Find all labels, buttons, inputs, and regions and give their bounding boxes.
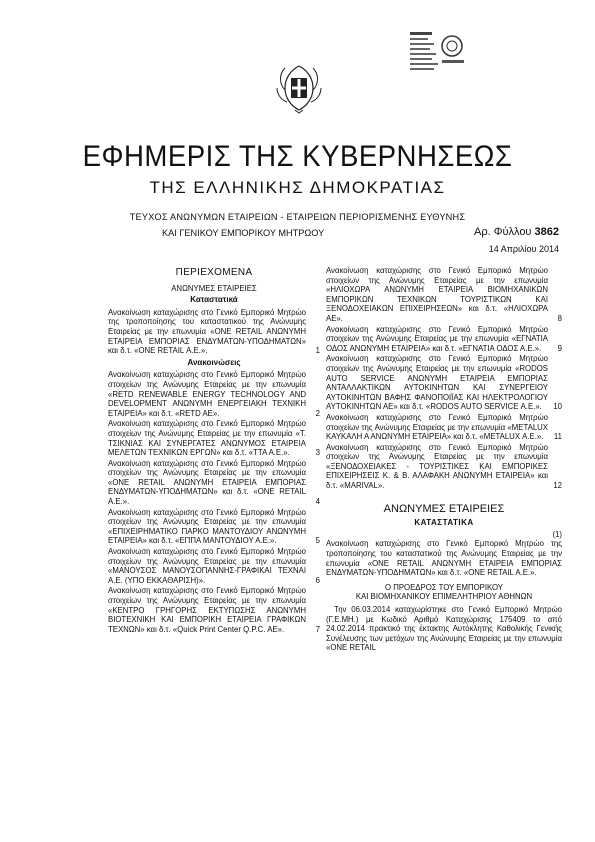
contents-entry[interactable] (108, 308, 320, 356)
president-line1: Ο ΠΡΟΕΔΡΟΣ ΤΟΥ ΕΜΠΟΡΙΚΟΥ (384, 582, 504, 592)
contents-entry[interactable] (108, 508, 320, 546)
entry-page: 9 (557, 343, 562, 353)
sheet-number (474, 226, 559, 238)
entry-page: 10 (553, 402, 562, 412)
contents-section: ΑΝΩΝΥΜΕΣ ΕΤΑΙΡΕΙΕΣ (171, 283, 257, 293)
contents-entry[interactable] (108, 459, 320, 507)
entry-page: 8 (557, 313, 562, 323)
issue-type-line1: ΤΕΥΧΟΣ ΑΝΩΝΥΜΩΝ ΕΤΑΙΡΕΙΩΝ - ΕΤΑΙΡΕΙΩΝ ΠΕΡΙΟΡΙΣΜΕΝΗΣ ΕΥΘΥΝΗΣ (129, 212, 466, 222)
entry-text: Ανακοίνωση καταχώρισης στο Γενικό Εμπορικό Μητρώο στοιχείων της Ανώνυμης Εταιρείας με την επωνυμία «ONE RETAIL ΑΝΩΝΥΜΗ ΕΤΑΙΡΕΙΑ ΕΜΠΟΡΙΑΣ ΕΝΔΥΜΑΤΩΝ-ΥΠΟΔΗΜΑΤΩΝ» και δ.τ. «ONE RETAIL A.E.». (108, 458, 306, 507)
contents-entry[interactable] (326, 354, 562, 412)
body-subsection-heading: ΚΑΤΑΣΤΑΤΙΚΑ (414, 518, 474, 528)
entry-page: 1 (315, 346, 320, 356)
entry-text: Ανακοίνωση καταχώρισης στο Γενικό Εμπορικό Μητρώο στοιχείων της Ανώνυμης Εταιρείας με την επωνυμία «ΜΑΝΟΥΣΟΣ ΜΑΝΟΥΣΟΠΑΝΝΗΣ-ΓΡΑΦΙΚΑΙ ΤΕΧΝΑΙ Α.Ε. (ΥΠΟ ΕΚΚΑΘΑΡΙΣΗ)». (108, 547, 306, 585)
announcement-title: Ανακοίνωση καταχώρισης στο Γενικό Εμπορικό Μητρώο της τροποποίησης του καταστατικού της Ανώνυμης Εταιρείας με την επωνυμία «ONE RETAIL ΑΝΩΝΥΜΗ ΕΤΑΙΡΕΙΑ ΕΜΠΟΡΙΑΣ ΕΝΔΥΜΑΤΩΝ-ΥΠΟΔΗΜΑΤΩΝ» και δ.τ. «ONE RETAIL A.E.». (326, 539, 562, 578)
contents-entry[interactable] (108, 586, 320, 634)
contents-entry[interactable] (326, 325, 562, 354)
entry-text: Ανακοίνωση καταχώρισης στο Γενικό Εμπορικό Μητρώο στοιχείων της Ανώνυμης Εταιρείας με την επωνυμία «ΗΛΙΟΧΩΡΑ ΑΝΩΝΥΜΗ ΕΤΑΙΡΕΙΑ ΒΙΟΜΗΧΑΝΙΚΩΝ ΕΜΠΟΡΙΚΩΝ ΤΕΧΝΙΚΩΝ ΤΟΥΡΙΣΤΙΚΩΝ ΚΑΙ ΞΕΝΟΔΟΧΕΙΑΚΩΝ ΕΠΙΧΕΙΡΗΣΕΩΝ» και δ.τ. «ΗΛΙΟΧΩΡΑ ΑΕ». (326, 266, 548, 323)
contents-subheading-announcements: Ανακοινώσεις (187, 357, 241, 367)
entry-page: 3 (315, 448, 320, 458)
contents-entry[interactable] (326, 413, 562, 442)
sheet-number-value: 3862 (534, 226, 559, 238)
contents-entry[interactable] (326, 443, 562, 491)
president-line2: ΚΑΙ ΒΙΟΜΗΧΑΝΙΚΟΥ ΕΠΙΜΕΛΗΤΗΡΙΟΥ ΑΘΗΝΩΝ (355, 592, 533, 602)
entry-page: 2 (315, 408, 320, 418)
contents-entry[interactable] (326, 266, 562, 324)
contents-column-left (108, 268, 320, 635)
publication-title: ΕΦΗΜΕΡΙΣ ΤΗΣ ΚΥΒΕΡΝΗΣΕΩΣ (82, 140, 513, 173)
entry-text: Ανακοίνωση καταχώρισης στο Γενικό Εμπορικό Μητρώο στοιχείων της Ανώνυμης Εταιρείας με την επωνυμία «RETD RENEWABLE ENERGY TECHNOLOGY AND DEVELOPMENT ΑΝΩΝΥΜΗ ΕΝΕΡΓΕΙΑΚΗ ΤΕΧΝΙΚΗ ΕΤΑΙΡΕΙΑ» και δ.τ. «RETD AE». (108, 370, 306, 418)
entry-text: Ανακοίνωση καταχώρισης στο Γενικό Εμπορικό Μητρώο στοιχείων της Ανώνυμης Εταιρείας με την επωνυμία «ΕΓΝΑΤΙΑ ΟΔΟΣ ΑΝΩΝΥΜΗ ΕΤΑΙΡΕΙΑ» και δ.τ. «ΕΓΝΑΤΙΑ ΟΔΟΣ Α.Ε.». (326, 324, 548, 353)
announcement-paragraph: Την 06.03.2014 καταχωρίστηκε στο Γενικό Εμπορικό Μητρώο (Γ.Ε.ΜΗ.) με Κωδικό Αριθμό Καταχώρισης 175409 το από 24.02.2014 πρακτικό της έκτακτης Αυτόκλητης Καθολικής Γενικής Συνέλευσης των μετόχων της Ανώνυμης Εταιρείας με την επωνυμία «ONE RETAIL (326, 605, 562, 653)
entry-page: 4 (315, 497, 320, 507)
entry-text: Ανακοίνωση καταχώρισης στο Γενικό Εμπορικό Μητρώο στοιχείων της Ανώνυμης Εταιρείας με την επωνυμία «RODOS AUTO SERVICE ΑΝΩΝΥΜΗ ΕΤΑΙΡΕΙΑ ΕΜΠΟΡΙΑΣ ΑΝΤΑΛΛΑΚΤΙΚΩΝ ΑΥΤΟΚΙΝΗΤΩΝ ΚΑΙ ΣΥΝΕΡΓΕΙΟΥ ΑΥΤΟΚΙΝΗΤΩΝ ΒΑΦΗΣ ΦΑΝΟΠΟΙΪΑΣ ΚΑΙ ΗΛΕΚΤΡΟΛΟΓΙΟΥ ΑΥΤΟΚΙΝΗΤΩΝ ΑΕ» και δ.τ. «RODOS AUTO SERVICE Α.Ε.». (326, 354, 548, 412)
entry-text: Ανακοίνωση καταχώρισης στο Γενικό Εμπορικό Μητρώο στοιχείων της Ανώνυμης Εταιρείας με την επωνυμία «ΞΕΝΟΔΟΧΕΙΑΚΕΣ - ΤΟΥΡΙΣΤΙΚΕΣ ΚΑΙ ΕΜΠΟΡΙΚΕΣ ΕΠΙΧΕΙΡΗΣΕΙΣ Κ. & Β. ΑΛΑΦΑΚΗ ΑΝΩΝΥΜΗ ΕΤΑΙΡΕΙΑ» και δ.τ. «MARIVAL». (326, 442, 548, 491)
digital-signature-stamp-icon (408, 30, 468, 80)
issue-date: 14 Απριλίου 2014 (488, 244, 559, 254)
entry-text: Ανακοίνωση καταχώρισης στο Γενικό Εμπορικό Μητρώο στοιχείων της Ανώνυμης Εταιρείας με την επωνυμία «METALUX ΚΑΥΚΑΛΗ Α ΑΝΩΝΥΜΗ ΕΤΑΙΡΕΙΑ» και δ.τ. «METALUX Α.Ε.». (326, 412, 548, 442)
contents-column-right (326, 266, 562, 653)
contents-entry[interactable] (108, 419, 320, 457)
entry-text: Ανακοίνωση καταχώρισης στο Γενικό Εμπορικό Μητρώο στοιχείων της Ανώνυμης Εταιρείας με την επωνυμία «ΚΕΝΤΡΟ ΓΡΗΓΟΡΗΣ ΕΚΤΥΠΩΣΗΣ ΑΝΩΝΥΜΗ ΒΙΟΤΕΧΝΙΚΗ ΚΑΙ ΕΜΠΟΡΙΚΗ ΕΤΑΙΡΕΙΑ ΓΡΑΦΙΚΩΝ ΤΕΧΝΩΝ» και δ.τ. «Quick Print Center Q.P.C. AE». (108, 586, 306, 634)
publication-subtitle: ΤΗΣ ΕΛΛΗΝΙΚΗΣ ΔΗΜΟΚΡΑΤΙΑΣ (149, 178, 446, 197)
entry-text: Ανακοίνωση καταχώρισης στο Γενικό Εμπορικό Μητρώο στοιχείων της Ανώνυμης Εταιρείας με την επωνυμία «Τ. ΤΣΙΚΝΙΑΣ ΚΑΙ ΣΥΝΕΡΓΑΤΕΣ ΑΝΩΝΥΜΟΣ ΕΤΑΙΡΕΙΑ ΜΕΛΕΤΩΝ ΤΕΧΝΙΚΩΝ ΕΡΓΩΝ» και δ.τ. «ΤΤΑ Α.Ε.». (108, 419, 306, 458)
entry-text: Ανακοίνωση καταχώρισης στο Γενικό Εμπορικό Μητρώο στοιχείων της Ανώνυμης Εταιρείας με την επωνυμία «ΕΠΙΧΕΙΡΗΜΑΤΙΚΟ ΠΑΡΚΟ ΜΑΝΤΟΥΔΙΟΥ ΑΝΩΝΥΜΗ ΕΤΑΙΡΕΙΑ» και δ.τ. «ΕΠΠΑ ΜΑΝΤΟΥΔΙΟΥ Α.Ε.». (108, 507, 306, 546)
entry-text: Ανακοίνωση καταχώρισης στο Γενικό Εμπορικό Μητρώο της τροποποίησης του καταστατικού της Ανώνυμης Εταιρείας με την επωνυμία «ONE RETAIL ΑΝΩΝΥΜΗ ΕΤΑΙΡΕΙΑ ΕΜΠΟΡΙΑΣ ΕΝΔΥΜΑΤΩΝ-ΥΠΟΔΗΜΑΤΩΝ» και δ.τ. «ONE RETAIL Α.Ε.». (108, 307, 306, 356)
entry-page: 11 (553, 432, 562, 442)
body-section-heading: ΑΝΩΝΥΜΕΣ ΕΤΑΙΡΕΙΕΣ (383, 502, 505, 515)
sheet-label: Αρ. Φύλλου (473, 226, 532, 238)
greek-coat-of-arms-icon (273, 60, 325, 114)
entry-page: 5 (315, 536, 320, 546)
announcement-number: (1) (552, 529, 562, 539)
issue-type-line2: ΚΑΙ ΓΕΝΙΚΟΥ ΕΜΠΟΡΙΚΟΥ ΜΗΤΡΩΟΥ (162, 228, 325, 238)
entry-page: 6 (315, 575, 320, 585)
contents-entry[interactable] (108, 370, 320, 418)
contents-entry[interactable] (108, 547, 320, 585)
entry-page: 7 (315, 624, 320, 634)
contents-subheading-statutes: Καταστατικά (190, 295, 238, 305)
contents-heading: ΠΕΡΙΕΧΟΜΕΝΑ (175, 267, 253, 278)
entry-page: 12 (553, 481, 562, 491)
